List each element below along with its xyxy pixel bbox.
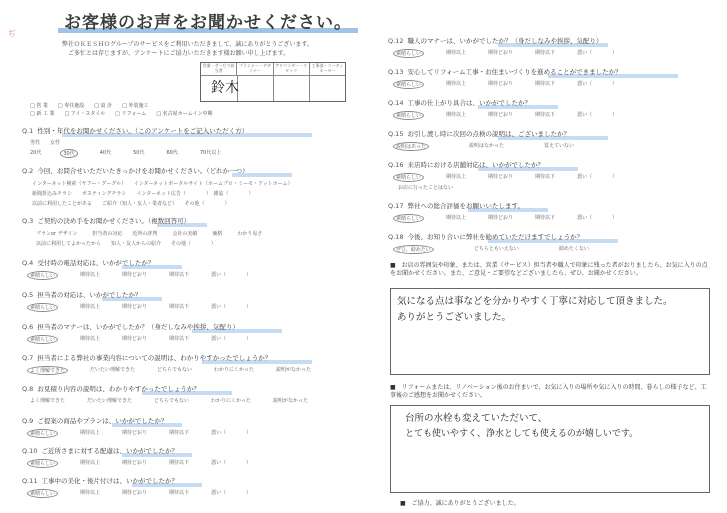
rating-option[interactable]: 悪い（ ） bbox=[211, 430, 252, 436]
comment2-handwriting-line2: とても使いやすく、浄水としても使えるのが嬉しいです。 bbox=[405, 429, 639, 439]
rating-option[interactable]: 期待以上 bbox=[80, 430, 101, 436]
rating-selected[interactable]: 素晴らしい bbox=[393, 80, 424, 89]
age-option[interactable]: 20代 bbox=[30, 150, 42, 156]
category-checkboxes bbox=[30, 102, 213, 118]
rating-option[interactable]: 期待以上 bbox=[446, 50, 467, 56]
intro-text: 弊社ＯＫＥＳＨＯグループのサービスをご利用いただきまして、誠にありがとうございます。 ご多忙とは存じますが、アンケートにご協力いただきます様お願い申し上げます。 bbox=[62, 41, 313, 57]
understand-option[interactable]: わかりにくかった bbox=[213, 367, 254, 373]
rating-option[interactable]: 悪い（ ） bbox=[577, 174, 618, 180]
stamp-col-3: アドバイザー・スタッフ bbox=[274, 63, 310, 75]
rating-option[interactable]: 悪い（ ） bbox=[577, 50, 618, 56]
corner-mark: ぢ bbox=[8, 29, 16, 38]
rating-option[interactable]: 期待以下 bbox=[169, 304, 190, 310]
rating-option[interactable]: 期待どおり bbox=[488, 215, 514, 221]
question-q3: Q.3 ご契約の決め手をお聞かせください。（複数回答可） bbox=[22, 216, 190, 225]
rating-option[interactable]: 期待どおり bbox=[122, 460, 148, 466]
rating-selected[interactable]: 素晴らしい bbox=[27, 489, 58, 498]
comment2-label: ■ リフォームまたは、リノベーション後のお住まいで、お気に入りの場所や気に入りの時間、暮らしの様子など、工事後のご感想をお聞かせください。 bbox=[390, 384, 707, 399]
q2-options-b[interactable]: 新聞折込みチラシ ポスティングチラシ インターネット広告（ ） 雑誌（ ） bbox=[32, 191, 254, 197]
question-q5: Q.5 担当者の対応は、いかがでしたか？ bbox=[22, 290, 141, 299]
rating-option[interactable]: 悪い（ ） bbox=[211, 272, 252, 278]
cat-checkbox[interactable]: □ 営 業 bbox=[30, 103, 48, 109]
rating-selected[interactable]: 素晴らしい bbox=[393, 173, 424, 182]
rating-option[interactable]: 期待どおり bbox=[488, 174, 514, 180]
q5-rating bbox=[30, 303, 273, 312]
rating-selected[interactable]: 素晴らしい bbox=[27, 271, 58, 280]
rating-option[interactable]: 期待以上 bbox=[80, 460, 101, 466]
rating-selected[interactable]: 素晴らしい bbox=[27, 429, 58, 438]
cat-checkbox[interactable]: □ 設 計 bbox=[94, 103, 113, 109]
rating-selected[interactable]: 素晴らしい bbox=[27, 459, 58, 468]
q1-ages bbox=[30, 149, 243, 158]
page-title: お客様のお声をお聞かせください。 bbox=[64, 13, 352, 33]
question-q9: Q.9 ご提案の商品やプランは、いかがでしたか？ bbox=[22, 416, 167, 425]
comment2-handwriting-line1: 台所の水栓も変えていただいて、 bbox=[405, 413, 548, 424]
question-q13: Q.13 安心してリフォーム工事・お住まいづくりを進めることができましたか？ bbox=[388, 67, 622, 76]
q18-options bbox=[396, 245, 611, 254]
recommend-option[interactable]: どちらともいえない bbox=[473, 246, 519, 252]
rating-option[interactable]: 悪い（ ） bbox=[577, 112, 618, 118]
rating-option[interactable]: 期待以下 bbox=[169, 490, 190, 496]
rating-option[interactable]: 悪い（ ） bbox=[211, 460, 252, 466]
understand-selected[interactable]: よく理解できた bbox=[27, 366, 68, 375]
rating-option[interactable]: 悪い（ ） bbox=[211, 490, 252, 496]
rating-option[interactable]: 悪い（ ） bbox=[577, 81, 618, 87]
cat-checkbox[interactable]: □ 専任施設 bbox=[57, 103, 85, 109]
q6-rating bbox=[30, 335, 273, 344]
rating-option[interactable]: 期待以下 bbox=[169, 430, 190, 436]
rating-option[interactable]: 期待以上 bbox=[80, 272, 101, 278]
cat-checkbox[interactable]: □ 外装施工 bbox=[122, 103, 149, 109]
question-q12: Q.12 職人のマナーは、いかがでしたか？（身だしなみや挨拶、気配り） bbox=[388, 36, 602, 45]
cat-checkbox[interactable]: □ リフォーム bbox=[115, 111, 147, 117]
age-option[interactable]: 40代 bbox=[99, 150, 112, 156]
comment1-handwriting-line2: ありがとうございました。 bbox=[397, 312, 512, 323]
rating-option[interactable]: 期待以上 bbox=[80, 490, 101, 496]
rating-option[interactable]: 期待以下 bbox=[535, 174, 556, 180]
q2-options-a[interactable]: インターネット検索（ヤフー・グーグル） インターネットポータルサイト（ホームプロ・ミーモ・アットホーム） bbox=[32, 181, 293, 187]
rating-selected[interactable]: 素晴らしい bbox=[27, 303, 58, 312]
question-q16: Q.16 来店時における店舗対応は、いかがでしたか？ bbox=[388, 160, 544, 169]
rating-option[interactable]: 期待以上 bbox=[446, 81, 467, 87]
rating-option[interactable]: 期待どおり bbox=[122, 272, 148, 278]
q13-rating bbox=[396, 80, 639, 89]
comment2-box[interactable] bbox=[390, 405, 710, 493]
question-q17: Q.17 弊社への総合評価をお願いいたします。 bbox=[388, 201, 524, 210]
q11-rating bbox=[30, 489, 273, 498]
rating-selected[interactable]: 素晴らしい bbox=[393, 49, 424, 58]
staff-name: 鈴木 bbox=[211, 80, 239, 96]
q8-understand bbox=[30, 397, 330, 404]
rating-option[interactable]: 悪い（ ） bbox=[211, 304, 252, 310]
rating-option[interactable]: 期待以上 bbox=[80, 304, 101, 310]
rating-option[interactable]: 期待どおり bbox=[122, 336, 148, 342]
question-q11: Q.11 工事中の美化・後片付けは、いかがでしたか？ bbox=[22, 476, 178, 485]
rating-option[interactable]: 期待どおり bbox=[122, 490, 148, 496]
age-option[interactable]: 50代 bbox=[133, 150, 145, 156]
q17-rating bbox=[396, 214, 639, 223]
q15-options bbox=[396, 142, 596, 151]
explain-option[interactable]: 覚えていない bbox=[543, 143, 574, 149]
staff-stamp-box bbox=[200, 62, 346, 102]
rating-selected[interactable]: 素晴らしい bbox=[27, 335, 58, 344]
rating-option[interactable]: 期待以下 bbox=[535, 112, 556, 118]
cat-checkbox[interactable]: □ 名古屋ホームイン中期 bbox=[156, 111, 213, 117]
rating-option[interactable]: 悪い（ ） bbox=[577, 215, 618, 221]
understand-option[interactable]: よく理解できた bbox=[30, 398, 66, 404]
comment1-handwriting-line1: 気になる点は事などを分かりやすく丁寧に対応して頂きました。 bbox=[397, 296, 673, 307]
q3-options-a[interactable]: プランor デザイン 担当者の対応 近所の評判 会社の実績 価格 わかり易さ bbox=[36, 231, 263, 237]
question-q8: Q.8 お見積り内容の説明は、わかりやすかったでしょうか？ bbox=[22, 384, 200, 393]
question-q6: Q.6 担当者のマナーは、いかがでしたか？（身だしなみや挨拶、気配り） bbox=[22, 322, 239, 331]
rating-option[interactable]: 期待以上 bbox=[446, 174, 467, 180]
rating-option[interactable]: 期待どおり bbox=[488, 50, 514, 56]
rating-option[interactable]: 期待以上 bbox=[446, 215, 467, 221]
q9-rating bbox=[30, 429, 273, 438]
understand-option[interactable]: だいたい理解できた bbox=[90, 367, 136, 373]
recommend-option[interactable]: 勧めたくない bbox=[558, 246, 589, 252]
understand-option[interactable]: どちらでもない bbox=[157, 367, 192, 373]
rating-option[interactable]: 期待どおり bbox=[488, 81, 514, 87]
cat-checkbox[interactable]: □ アイ・スタイル bbox=[64, 111, 106, 117]
age-option[interactable]: 70代以上 bbox=[199, 150, 222, 156]
rating-option[interactable]: 期待どおり bbox=[122, 304, 148, 310]
q4-rating bbox=[30, 271, 273, 280]
question-q1: Q.1 性別・年代をお聞かせください。（このアンケートをご記入いただく方） bbox=[22, 126, 248, 135]
understand-option[interactable]: 説明がなかった bbox=[276, 367, 312, 373]
question-q2: Q.2 今回、お問合せいただいたきっかけをお聞かせください。（どれか一つ） bbox=[22, 166, 249, 175]
q16-never-visited[interactable]: お店に行ったことはない bbox=[398, 185, 454, 191]
question-q18: Q.18 今後、お知り合いに弊社を勧めていただけますでしょうか？ bbox=[388, 232, 583, 241]
comment1-box[interactable] bbox=[390, 288, 710, 375]
rating-selected[interactable]: 素晴らしい bbox=[393, 111, 424, 120]
stamp-col-1: 営業・サービス担当者 bbox=[201, 63, 237, 75]
rating-option[interactable]: 期待以下 bbox=[169, 272, 190, 278]
explain-selected[interactable]: 説明はあった bbox=[393, 142, 429, 151]
stamp-col-2: プランナー・デザイナー bbox=[237, 63, 273, 75]
rating-option[interactable]: 期待どおり bbox=[488, 112, 514, 118]
understand-option[interactable]: どちらでもない bbox=[154, 398, 189, 404]
q3-options-b[interactable]: 以前に利用してよかったから 知人・友人からの紹介 その他（ ） bbox=[36, 241, 217, 247]
rating-option[interactable]: 期待以下 bbox=[535, 50, 556, 56]
understand-option[interactable]: 説明がなかった bbox=[273, 398, 309, 404]
age-option[interactable]: 60代 bbox=[166, 150, 178, 156]
cat-checkbox[interactable]: □ 新 工 業 bbox=[30, 111, 55, 117]
question-q7: Q.7 担当者による弊社の事業内容についての説明は、わかりやすかったでしょうか？ bbox=[22, 353, 271, 362]
stamp-col-4: 工事部・コーディネーター bbox=[311, 63, 344, 73]
q7-understand bbox=[30, 366, 333, 375]
explain-option[interactable]: 説明はなかった bbox=[468, 143, 504, 149]
q14-rating bbox=[396, 111, 639, 120]
rating-option[interactable]: 期待以下 bbox=[535, 215, 556, 221]
comment1-label: ■ お店の雰囲気や印象、または、営業（サービス）担当者や職人で印象に残った者がおりましたら、お気に入りの点をお聞かせください。また、ご意見・ご要望などございましたら、ぜひ、お聞かせください。 bbox=[390, 262, 708, 277]
recommend-selected[interactable]: ぜひ、勧めたい bbox=[393, 245, 434, 254]
q2-options-c[interactable]: 以前に利用したことがある ご紹介（知人・友人・業者など） その他（ ） bbox=[32, 201, 230, 207]
question-q15: Q.15 お引し渡し時に次回の点検の説明は、ございましたか？ bbox=[388, 129, 570, 138]
rating-option[interactable]: 期待以下 bbox=[535, 81, 556, 87]
age-option-selected[interactable]: 30代 bbox=[60, 149, 77, 158]
rating-option[interactable]: 期待以上 bbox=[80, 336, 101, 342]
question-q14: Q.14 工事の仕上がり具合は、いかがでしたか？ bbox=[388, 98, 531, 107]
rating-option[interactable]: 期待以上 bbox=[446, 112, 467, 118]
rating-option[interactable]: 悪い（ ） bbox=[211, 336, 252, 342]
question-q10: Q.10 ご近所さまに対する配慮は、いかがでしたか？ bbox=[22, 446, 178, 455]
q1-sex[interactable]: 男性 女性 bbox=[30, 140, 61, 146]
q12-rating bbox=[396, 49, 639, 58]
question-q4: Q.4 受付時の電話対応は、いかがでしたか？ bbox=[22, 258, 154, 267]
q10-rating bbox=[30, 459, 273, 468]
rating-option[interactable]: 期待どおり bbox=[122, 430, 148, 436]
q16-rating bbox=[396, 173, 639, 182]
rating-selected[interactable]: 素晴らしい bbox=[393, 214, 424, 223]
rating-option[interactable]: 期待以下 bbox=[169, 460, 190, 466]
rating-option[interactable]: 期待以下 bbox=[169, 336, 190, 342]
understand-option[interactable]: だいたい理解できた bbox=[87, 398, 133, 404]
thanks-text: ■ ご協力、誠にありがとうございました。 bbox=[400, 500, 520, 507]
understand-option[interactable]: わかりにくかった bbox=[210, 398, 251, 404]
